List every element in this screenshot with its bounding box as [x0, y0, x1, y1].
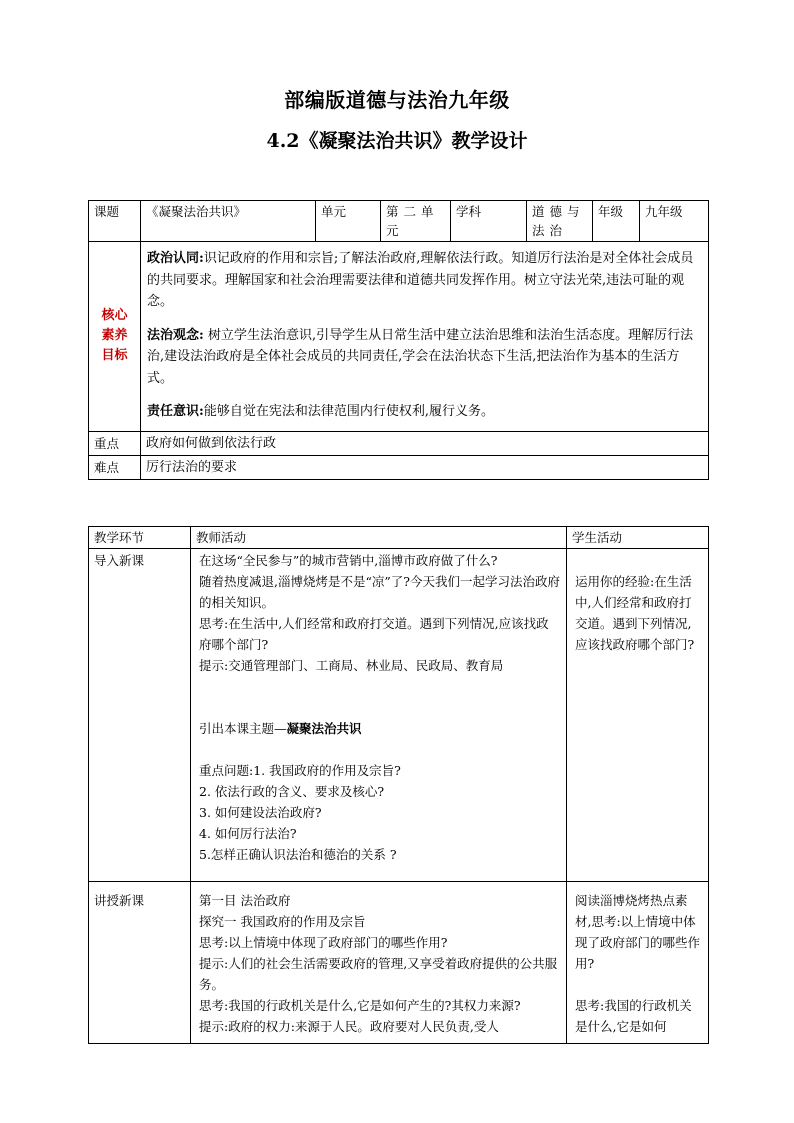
doc-title-line1: 部编版道德与法治九年级: [284, 88, 510, 112]
key-question: 4. 如何厉行法治?: [199, 826, 297, 841]
doc-title-line2: 4.2《凝聚法治共识》教学设计: [266, 130, 528, 152]
unit-value: 第二单元: [381, 201, 451, 242]
student-line: 阅读淄博烧烤热点素材,思考:以上情境中体现了政府部门的哪些作用?: [575, 893, 701, 971]
core-label-1: 核心: [101, 308, 128, 324]
goal-text: 能够自觉在宪法和法律范围内行使权利,履行义务。: [203, 404, 494, 419]
goal-label: 法治观念:: [147, 327, 204, 343]
teacher-activity-intro: [191, 549, 567, 882]
key-question: 2. 依法行政的含义、要求及核心?: [199, 784, 385, 799]
teacher-line: 提示:政府的权力:来源于人民。政府要对人民负责,受人: [199, 1019, 499, 1034]
key-point-value: 政府如何做到依法行政: [141, 431, 709, 455]
key-question: 5.怎样正确认识法治和德治的关系 ?: [199, 847, 397, 862]
student-activity-lecture: [567, 882, 709, 1044]
process-row-lecture: [89, 882, 709, 1044]
student-line: 思考:我国的行政机关是什么,它是如何: [575, 998, 692, 1034]
lesson-info-table: [88, 200, 709, 480]
info-row-difficulty: [89, 455, 709, 479]
goal-rule-of-law: [147, 325, 702, 390]
goal-political-identity: [147, 248, 702, 313]
label-subject: 学科: [451, 201, 527, 242]
key-question: 3. 如何建设法治政府?: [199, 805, 322, 820]
core-label-2: 素养: [101, 328, 128, 344]
teacher-line: 探究一 我国政府的作用及宗旨: [199, 914, 366, 929]
goal-label: 政治认同:: [147, 251, 204, 266]
difficulty-value: 厉行法治的要求: [141, 455, 709, 479]
teacher-line: 在这场“全民参与”的城市营销中,淄博市政府做了什么?: [199, 553, 498, 568]
info-row-core-goals: [89, 242, 709, 432]
header-student: 学生活动: [567, 527, 709, 549]
stage-lecture: 讲授新课: [89, 882, 191, 1044]
teacher-line: [199, 718, 560, 739]
header-teacher: 教师活动: [191, 527, 567, 549]
teacher-activity-lecture: [191, 882, 567, 1044]
label-grade: 年级: [593, 201, 640, 242]
grade-value: 九年级: [640, 201, 709, 242]
teacher-line: 随着热度减退,淄博烧烤是不是“凉”了?今天我们一起学习法治政府的相关知识。: [199, 574, 560, 610]
process-row-intro: [89, 549, 709, 882]
label-difficulty: 难点: [89, 455, 141, 479]
teacher-line: 思考:我国的行政机关是什么,它是如何产生的?其权力来源?: [199, 998, 521, 1013]
core-label-3: 目标: [101, 348, 128, 364]
key-question: 重点问题:1. 我国政府的作用及宗旨?: [199, 763, 401, 778]
teacher-line: 第一目 法治政府: [199, 893, 291, 908]
label-topic: 课题: [89, 201, 141, 242]
topic-prefix: 引出本课主题—: [199, 721, 287, 736]
teacher-line: 思考:在生活中,人们经常和政府打交道。遇到下列情况,应该找政府哪个部门?: [199, 616, 549, 652]
core-goals-content: [141, 242, 709, 432]
goal-label: 责任意识:: [147, 404, 204, 419]
teacher-line: 提示:交通管理部门、工商局、林业局、民政局、教育局: [199, 658, 504, 673]
header-stage: 教学环节: [89, 527, 191, 549]
label-key-point: 重点: [89, 431, 141, 455]
teaching-process-table: [88, 526, 709, 1044]
student-activity-intro: 运用你的经验:在生活中,人们经常和政府打交道。遇到下列情况,应该找政府哪个部门?: [567, 549, 709, 882]
info-row-topic: [89, 201, 709, 242]
goal-text: 识记政府的作用和宗旨;了解法治政府,理解依法行政。知道厉行法治是对全体社会成员的共同要求。理解国家和社会治理需要法律和道德共同发挥作用。树立守法光荣,违法可耻的观念。: [147, 251, 694, 309]
teacher-line: 提示:人们的社会生活需要政府的管理,又享受着政府提供的公共服务。: [199, 956, 558, 992]
subject-value: 道德与法治: [527, 201, 593, 242]
process-header-row: [89, 527, 709, 549]
stage-intro: 导入新课: [89, 549, 191, 882]
topic-name: 凝聚法治共识: [286, 721, 362, 736]
label-unit: 单元: [316, 201, 381, 242]
goal-text: 树立学生法治意识,引导学生从日常生活中建立法治思维和法治生活态度。理解厉行法治,建设法治政府是全体社会成员的共同责任,学会在法治状态下生活,把法治作为基本的生活方式。: [147, 327, 694, 386]
goal-responsibility: [147, 401, 702, 423]
teacher-line: 思考:以上情境中体现了政府部门的哪些作用?: [199, 935, 448, 950]
label-core-goals: [89, 242, 141, 432]
info-row-key-point: [89, 431, 709, 455]
topic-value: 《凝聚法治共识》: [141, 201, 316, 242]
